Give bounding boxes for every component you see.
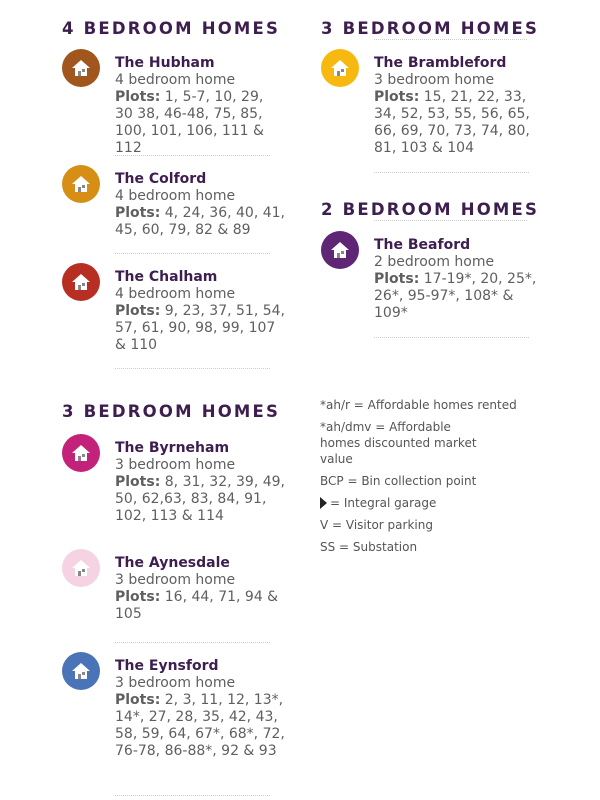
plots-label: Plots:: [374, 89, 420, 105]
home-name: The Colford: [115, 171, 207, 187]
divider: [115, 155, 270, 156]
legend-text: = Integral garage: [330, 496, 437, 510]
heading-divider: [374, 39, 527, 40]
home-plots: [115, 692, 285, 760]
house-icon: [62, 49, 100, 87]
plots-list: 17-19*, 20, 25*, 26*, 95-97*, 108* & 109*: [374, 271, 537, 321]
plots-list: 16, 44, 71, 94 & 105: [115, 589, 279, 622]
home-plots: [115, 474, 285, 525]
plots-label: Plots:: [115, 474, 161, 490]
section-heading-4-bedroom: 4 BEDROOM HOMES: [62, 19, 281, 38]
home-entry: [115, 269, 285, 354]
home-type: 4 bedroom home: [115, 188, 236, 204]
home-entry: [115, 171, 285, 239]
plots-list: 8, 31, 32, 39, 49, 50, 62,63, 83, 84, 91, 102, 113 & 114: [115, 474, 285, 524]
divider: [374, 337, 529, 338]
legend-item: BCP = Bin collection point: [320, 474, 477, 488]
house-icon: [321, 231, 359, 269]
divider: [374, 172, 529, 173]
house-icon: [62, 652, 100, 690]
plots-list: 1, 5-7, 10, 29, 30 38, 46-48, 75, 85, 100, 101, 106, 111 & 112: [115, 89, 264, 156]
divider: [115, 368, 270, 369]
legend: [320, 397, 520, 561]
plots-list: 2, 3, 11, 12, 13*, 14*, 27, 28, 35, 42, 43, 58, 59, 64, 67*, 68*, 72, 76-78, 86-88*, 92 & 93: [115, 692, 285, 759]
house-icon: [62, 549, 100, 587]
home-entry: [115, 658, 285, 760]
house-icon: [321, 49, 359, 87]
home-entry: [115, 440, 285, 525]
home-entry: [115, 555, 285, 623]
home-entry: [374, 237, 544, 322]
home-plots: [115, 89, 285, 157]
home-name: The Hubham: [115, 55, 215, 71]
home-entry: [374, 55, 544, 157]
plots-list: 15, 21, 22, 33, 34, 52, 53, 55, 56, 65, 66, 69, 70, 73, 74, 80, 81, 103 & 104: [374, 89, 530, 156]
legend-item: SS = Substation: [320, 540, 418, 554]
home-type: 3 bedroom home: [374, 72, 495, 88]
section-heading-3-bedroom-right: 3 BEDROOM HOMES: [321, 19, 540, 38]
home-type: 3 bedroom home: [115, 675, 236, 691]
home-type: 3 bedroom home: [115, 457, 236, 473]
plots-label: Plots:: [115, 589, 161, 605]
divider: [115, 795, 270, 796]
divider: [115, 253, 270, 254]
home-plots: [115, 205, 285, 239]
home-name: The Beaford: [374, 237, 471, 253]
legend-item: *ah/dmv = Affordable homes discounted market value: [320, 420, 477, 466]
home-name: The Byrneham: [115, 440, 230, 456]
house-icon: [62, 263, 100, 301]
plots-label: Plots:: [374, 271, 420, 287]
plots-label: Plots:: [115, 692, 161, 708]
legend-item: *ah/r = Affordable homes rented: [320, 398, 517, 412]
home-name: The Chalham: [115, 269, 218, 285]
house-icon: [62, 165, 100, 203]
home-name: The Brambleford: [374, 55, 507, 71]
home-plots: [374, 89, 544, 157]
triangle-icon: [320, 497, 327, 509]
house-icon: [62, 434, 100, 472]
home-plots: [115, 303, 285, 354]
home-entry: [115, 55, 285, 157]
divider: [115, 642, 270, 643]
home-type: 4 bedroom home: [115, 72, 236, 88]
heading-divider: [374, 220, 527, 221]
plots-label: Plots:: [115, 205, 161, 221]
home-name: The Aynesdale: [115, 555, 230, 571]
home-type: 3 bedroom home: [115, 572, 236, 588]
section-heading-2-bedroom: 2 BEDROOM HOMES: [321, 200, 540, 219]
plots-label: Plots:: [115, 303, 161, 319]
home-name: The Eynsford: [115, 658, 219, 674]
plots-list: 9, 23, 37, 51, 54, 57, 61, 90, 98, 99, 107 & 110: [115, 303, 285, 353]
home-plots: [115, 589, 285, 623]
plots-label: Plots:: [115, 89, 161, 105]
legend-item: [320, 495, 520, 511]
home-type: 2 bedroom home: [374, 254, 495, 270]
plots-list: 4, 24, 36, 40, 41, 45, 60, 79, 82 & 89: [115, 205, 285, 238]
legend-item: V = Visitor parking: [320, 518, 433, 532]
section-heading-3-bedroom-left: 3 BEDROOM HOMES: [62, 402, 281, 421]
home-type: 4 bedroom home: [115, 286, 236, 302]
home-plots: [374, 271, 544, 322]
